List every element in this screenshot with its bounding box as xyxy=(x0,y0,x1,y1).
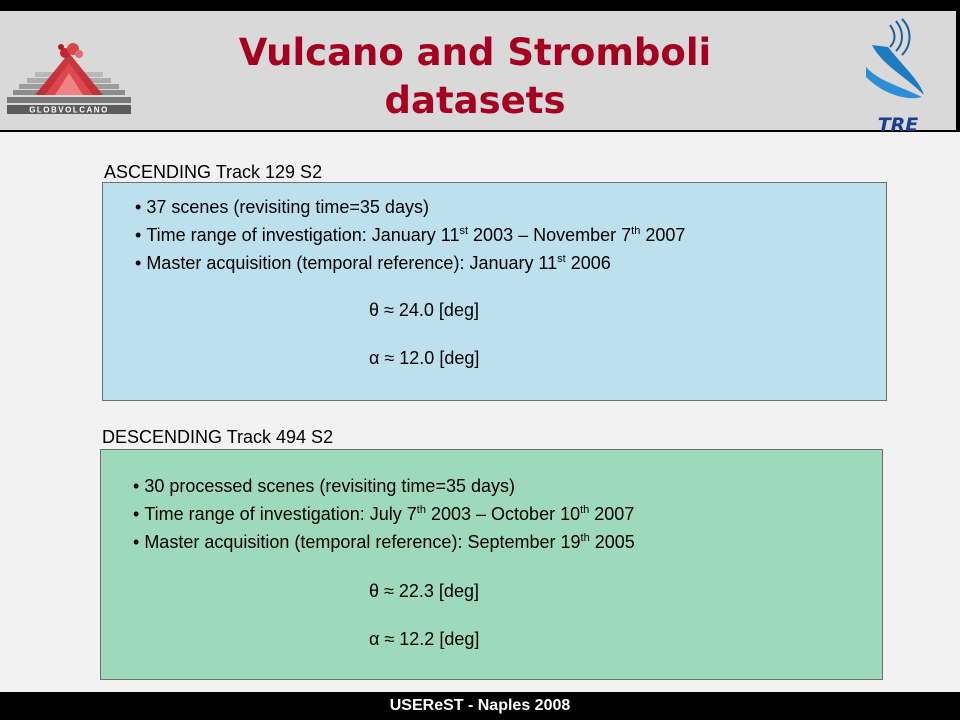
globvolcano-logo xyxy=(5,39,133,117)
title-line-2: datasets xyxy=(384,79,566,122)
descending-bullet-list xyxy=(133,472,635,556)
descending-time-range-b: 2003 – October 10 xyxy=(425,504,581,524)
descending-time-range-sup1: th xyxy=(416,504,426,516)
descending-bullet-scenes xyxy=(133,472,635,500)
ascending-time-range-sup2: th xyxy=(631,225,641,237)
ascending-bullet-time-range xyxy=(135,221,685,249)
descending-time-range-a: Time range of investigation: July 7 xyxy=(144,504,417,524)
ascending-time-range-b: 2003 – November 7 xyxy=(468,225,632,245)
slide-title xyxy=(190,29,760,125)
ascending-scenes-text: 37 scenes (revisiting time=35 days) xyxy=(146,197,429,217)
ascending-master-b: 2006 xyxy=(565,253,611,273)
ascending-bullet-scenes xyxy=(135,193,685,221)
descending-scenes-text: 30 processed scenes (revisiting time=35 days) xyxy=(144,476,515,496)
slide-footer: USEReST - Naples 2008 xyxy=(0,692,960,720)
descending-panel xyxy=(100,449,883,680)
descending-time-range-c: 2007 xyxy=(589,504,635,524)
ascending-alpha: α ≈ 12.0 [deg] xyxy=(369,348,480,368)
descending-time-range-sup2: th xyxy=(580,504,590,516)
descending-theta: θ ≈ 22.3 [deg] xyxy=(369,581,479,601)
ascending-master-a: Master acquisition (temporal reference): January 11 xyxy=(146,253,558,273)
descending-bullet-time-range xyxy=(133,500,635,528)
title-line-1: Vulcano and Stromboli xyxy=(238,31,712,74)
ascending-label: ASCENDING Track 129 S2 xyxy=(104,162,323,182)
ascending-time-range-c: 2007 xyxy=(640,225,686,245)
svg-text:TRE: TRE xyxy=(877,114,919,136)
ascending-time-range-sup1: st xyxy=(459,225,469,237)
descending-alpha: α ≈ 12.2 [deg] xyxy=(369,629,480,649)
ascending-theta: θ ≈ 24.0 [deg] xyxy=(369,300,479,320)
tre-logo xyxy=(862,17,940,139)
descending-master-a: Master acquisition (temporal reference): September 19 xyxy=(144,532,581,552)
ascending-panel xyxy=(102,182,887,401)
descending-label: DESCENDING Track 494 S2 xyxy=(102,427,334,447)
descending-bullet-master xyxy=(133,528,635,556)
ascending-time-range-a: Time range of investigation: January 11 xyxy=(146,225,460,245)
descending-master-sup1: th xyxy=(580,532,590,544)
ascending-bullet-list xyxy=(135,193,685,277)
ascending-master-sup1: st xyxy=(557,253,566,265)
slide-header xyxy=(0,0,960,136)
ascending-bullet-master xyxy=(135,249,685,277)
svg-text:GLOBVOLCANO: GLOBVOLCANO xyxy=(29,105,109,115)
header-panel xyxy=(0,11,956,136)
descending-master-b: 2005 xyxy=(589,532,635,552)
